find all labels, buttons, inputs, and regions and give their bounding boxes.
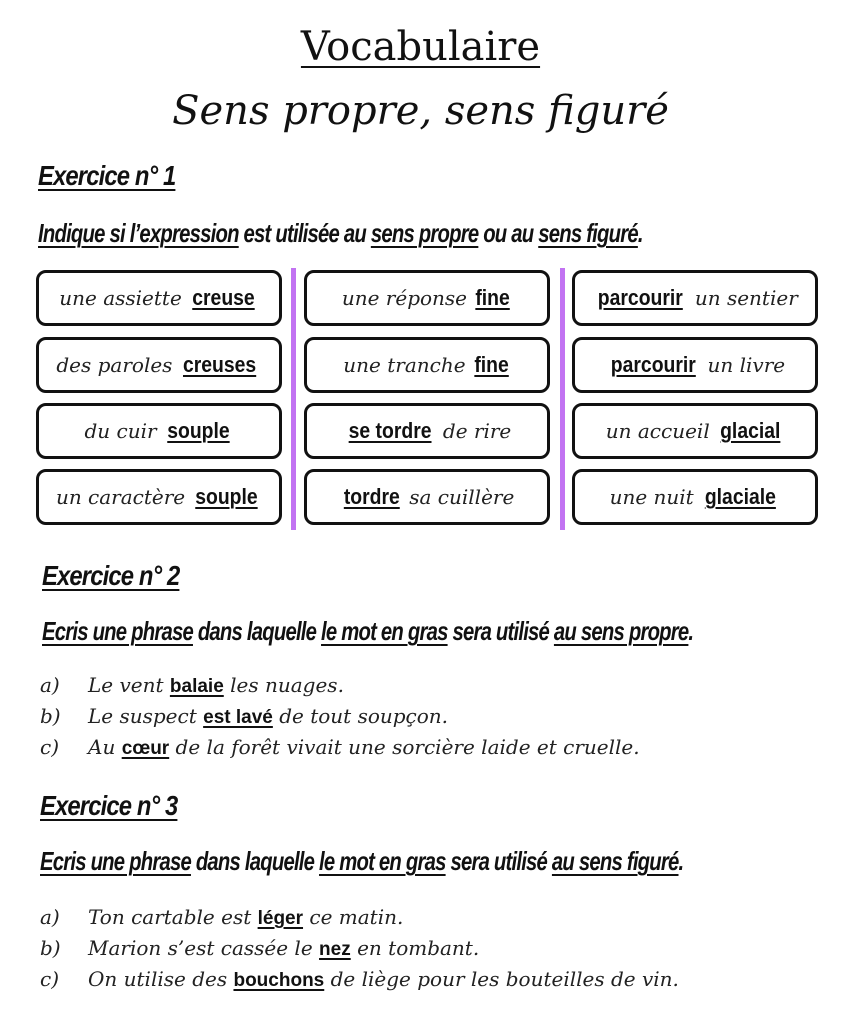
expression-card xyxy=(304,469,550,525)
instruction-part: . xyxy=(688,616,694,646)
expression-text: des paroles xyxy=(56,353,173,377)
expression-text: sa cuillère xyxy=(409,485,515,509)
instruction-part: au sens propre xyxy=(553,616,689,646)
page-subtitle: Sens propre, sens figuré xyxy=(172,88,669,134)
sentence-text: de la forêt vivait une sorcière laide et cruelle. xyxy=(175,735,640,759)
page-title: Vocabulaire xyxy=(300,24,541,70)
instruction-part: . xyxy=(637,218,643,248)
sentence-text: Ton cartable est xyxy=(88,905,252,929)
expression-keyword: creuses xyxy=(183,352,257,377)
expression-card xyxy=(304,403,550,459)
expression-card xyxy=(36,270,282,326)
instruction-part: dans laquelle xyxy=(190,846,320,876)
expression-text: un sentier xyxy=(694,286,798,310)
exercise-3-title: Exercice n° 3 xyxy=(40,790,178,821)
sentence-text: Marion s’est cassée le xyxy=(88,936,313,960)
instruction-part: Ecris une phrase xyxy=(40,846,191,876)
sentence-keyword: nez xyxy=(319,939,351,960)
expression-grid xyxy=(36,268,822,530)
sentence-text: les nuages. xyxy=(230,673,344,697)
sentence-text: de tout soupçon. xyxy=(279,704,449,728)
instruction-part: sens propre xyxy=(370,218,479,248)
sentence-keyword: bouchons xyxy=(233,970,325,991)
sentence-item xyxy=(40,670,640,701)
sentence-text: Le vent xyxy=(88,673,164,697)
sentence-text: en tombant. xyxy=(357,936,480,960)
exercise-2-sentences xyxy=(40,670,640,763)
sentence-letter: b) xyxy=(40,936,61,960)
expression-keyword: tordre xyxy=(343,484,400,509)
expression-text: du cuir xyxy=(84,419,157,443)
sentence-keyword: léger xyxy=(257,908,304,929)
expression-keyword: fine xyxy=(475,285,510,310)
expression-card xyxy=(36,337,282,393)
expression-text: une réponse xyxy=(341,286,468,310)
expression-keyword: souple xyxy=(195,484,258,509)
instruction-part: dans laquelle xyxy=(192,616,322,646)
sentence-keyword: cœur xyxy=(121,738,170,759)
sentence-keyword: balaie xyxy=(169,676,224,697)
sentence-item xyxy=(40,964,679,995)
sentence-item xyxy=(40,732,640,763)
sentence-keyword: est lavé xyxy=(203,707,273,728)
expression-keyword: glaciale xyxy=(704,484,776,509)
column-separator xyxy=(291,268,296,530)
sentence-letter: c) xyxy=(40,735,60,759)
expression-text: un accueil xyxy=(605,419,710,443)
exercise-1-title: Exercice n° 1 xyxy=(38,160,176,191)
column-separator xyxy=(560,268,565,530)
sentence-text: de liège pour les bouteilles de vin. xyxy=(330,967,679,991)
exercise-1-instruction xyxy=(38,218,643,249)
sentence-text: Le suspect xyxy=(88,704,197,728)
expression-keyword: se tordre xyxy=(348,418,432,443)
expression-text: de rire xyxy=(442,419,512,443)
exercise-3-sentences xyxy=(40,902,679,995)
sentence-letter: b) xyxy=(40,704,61,728)
expression-card xyxy=(36,403,282,459)
expression-text: une nuit xyxy=(609,485,694,509)
expression-keyword: parcourir xyxy=(598,285,684,310)
sentence-item xyxy=(40,933,679,964)
instruction-part: Indique si l’expression xyxy=(38,218,239,248)
sentence-item xyxy=(40,701,640,732)
exercise-2-title: Exercice n° 2 xyxy=(42,560,180,591)
exercise-2-instruction xyxy=(42,616,693,647)
instruction-part: au sens figuré xyxy=(551,846,679,876)
instruction-part: sera utilisé xyxy=(445,846,552,876)
instruction-part: sens figuré xyxy=(538,218,638,248)
expression-card xyxy=(572,337,818,393)
sentence-item xyxy=(40,902,679,933)
sentence-text: On utilise des xyxy=(88,967,228,991)
expression-card xyxy=(36,469,282,525)
sentence-letter: a) xyxy=(40,673,60,697)
sentence-text: ce matin. xyxy=(309,905,404,929)
expression-text: une tranche xyxy=(343,353,466,377)
expression-card xyxy=(304,270,550,326)
expression-keyword: creuse xyxy=(192,285,255,310)
instruction-part: Ecris une phrase xyxy=(42,616,193,646)
expression-keyword: glacial xyxy=(719,418,781,443)
instruction-part: ou au xyxy=(478,218,539,248)
instruction-part: est utilisée au xyxy=(238,218,371,248)
expression-text: une assiette xyxy=(59,286,182,310)
expression-text: un caractère xyxy=(55,485,186,509)
instruction-part: sera utilisé xyxy=(447,616,554,646)
instruction-part: . xyxy=(678,846,684,876)
instruction-part: le mot en gras xyxy=(319,846,446,876)
expression-keyword: fine xyxy=(473,352,509,377)
instruction-part: le mot en gras xyxy=(321,616,448,646)
expression-card xyxy=(572,403,818,459)
expression-card xyxy=(572,469,818,525)
exercise-3-instruction xyxy=(40,846,683,877)
expression-text: un livre xyxy=(707,353,786,377)
expression-card xyxy=(572,270,818,326)
expression-keyword: parcourir xyxy=(610,352,696,377)
sentence-text: Au xyxy=(88,735,116,759)
sentence-letter: a) xyxy=(40,905,60,929)
sentence-letter: c) xyxy=(40,967,60,991)
expression-keyword: souple xyxy=(166,418,230,443)
expression-card xyxy=(304,337,550,393)
